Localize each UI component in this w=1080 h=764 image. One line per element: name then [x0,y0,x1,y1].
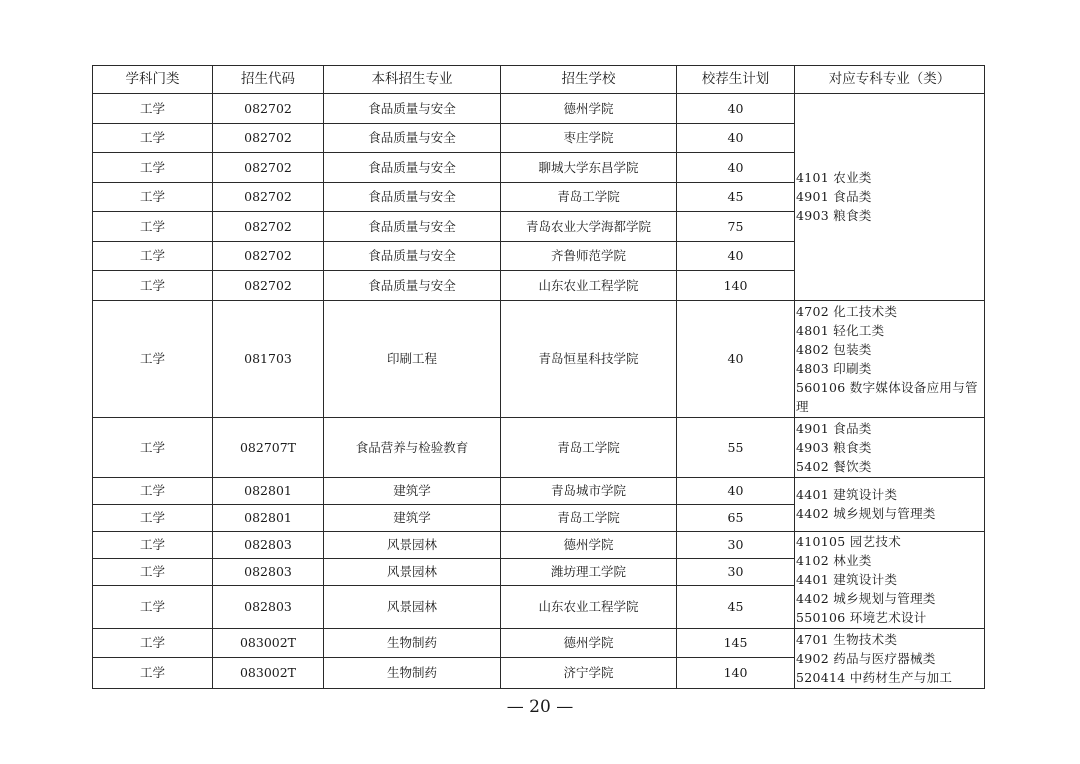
cell-category: 工学 [93,558,213,585]
cell-major: 食品质量与安全 [324,241,501,271]
vocational-major-line: 4903 粮食类 [796,208,872,224]
cell-school: 青岛城市学院 [501,477,677,504]
cell-school: 青岛工学院 [501,182,677,212]
cell-plan: 30 [677,558,795,585]
cell-major: 建筑学 [324,477,501,504]
vocational-major-line: 4402 城乡规划与管理类 [796,591,936,606]
vocational-major-line: 560106 数字媒体设备应用与管理 [796,379,978,414]
cell-school: 德州学院 [501,531,677,558]
cell-plan: 55 [677,417,795,477]
cell-school: 枣庄学院 [501,123,677,153]
cell-major: 印刷工程 [324,300,501,417]
vocational-major-line: 4901 食品类 [796,420,872,436]
cell-category: 工学 [93,477,213,504]
table-row [93,477,985,504]
header-category: 学科门类 [93,66,213,94]
vocational-major-line: 4401 建筑设计类 [796,487,898,502]
cell-category: 工学 [93,417,213,477]
cell-category: 工学 [93,153,213,183]
cell-school: 德州学院 [501,94,677,124]
vocational-major-line: 4801 轻化工类 [796,322,885,338]
cell-plan: 40 [677,94,795,124]
cell-major: 生物制药 [324,657,501,688]
cell-category: 工学 [93,123,213,153]
cell-plan: 145 [677,628,795,657]
cell-code: 082702 [213,182,324,212]
cell-code: 082702 [213,153,324,183]
cell-school: 德州学院 [501,628,677,657]
cell-plan: 45 [677,182,795,212]
vocational-major-line: 4702 化工技术类 [796,303,898,319]
cell-code: 082702 [213,123,324,153]
cell-plan: 65 [677,504,795,531]
cell-major: 食品质量与安全 [324,153,501,183]
vocational-major-line: 4803 印刷类 [796,360,872,376]
cell-major: 食品质量与安全 [324,271,501,301]
cell-code: 082707T [213,417,324,477]
cell-school: 青岛农业大学海都学院 [501,212,677,242]
vocational-major-line: 4901 食品类 [796,189,872,205]
table-header-row [93,66,985,94]
vocational-major-line: 410105 园艺技术 [796,534,901,549]
cell-school: 青岛工学院 [501,504,677,531]
cell-major: 食品质量与安全 [324,94,501,124]
cell-category: 工学 [93,628,213,657]
vocational-major-line: 520414 中药材生产与加工 [796,669,953,685]
cell-major: 风景园林 [324,531,501,558]
cell-code: 083002T [213,628,324,657]
cell-major: 食品质量与安全 [324,212,501,242]
cell-major: 风景园林 [324,558,501,585]
cell-code: 082702 [213,212,324,242]
cell-code: 082803 [213,558,324,585]
cell-category: 工学 [93,585,213,628]
cell-code: 082803 [213,585,324,628]
cell-plan: 30 [677,531,795,558]
cell-school: 潍坊理工学院 [501,558,677,585]
cell-plan: 140 [677,271,795,301]
cell-code: 083002T [213,657,324,688]
header-code: 招生代码 [213,66,324,94]
cell-school: 济宁学院 [501,657,677,688]
cell-vocational-majors [795,417,985,477]
table-row [93,531,985,558]
cell-vocational-majors [795,477,985,531]
cell-vocational-majors [795,628,985,688]
cell-plan: 40 [677,153,795,183]
cell-category: 工学 [93,94,213,124]
cell-plan: 140 [677,657,795,688]
cell-major: 食品质量与安全 [324,182,501,212]
enrollment-table [92,65,985,689]
header-major: 本科招生专业 [324,66,501,94]
cell-vocational-majors [795,300,985,417]
cell-code: 082702 [213,241,324,271]
cell-category: 工学 [93,504,213,531]
cell-major: 建筑学 [324,504,501,531]
vocational-major-line: 4401 建筑设计类 [796,572,898,587]
cell-plan: 40 [677,123,795,153]
cell-major: 风景园林 [324,585,501,628]
cell-vocational-majors [795,94,985,301]
cell-school: 山东农业工程学院 [501,585,677,628]
cell-code: 081703 [213,300,324,417]
cell-code: 082801 [213,477,324,504]
vocational-major-line: 4402 城乡规划与管理类 [796,506,936,521]
cell-school: 齐鲁师范学院 [501,241,677,271]
vocational-major-line: 4701 生物技术类 [796,631,898,647]
cell-plan: 40 [677,241,795,271]
table-row [93,628,985,657]
cell-school: 青岛恒星科技学院 [501,300,677,417]
cell-major: 食品质量与安全 [324,123,501,153]
cell-category: 工学 [93,657,213,688]
cell-plan: 75 [677,212,795,242]
cell-major: 食品营养与检验教育 [324,417,501,477]
vocational-major-line: 4101 农业类 [796,170,872,186]
cell-category: 工学 [93,531,213,558]
cell-code: 082702 [213,94,324,124]
cell-plan: 40 [677,477,795,504]
table-row [93,300,985,417]
header-school: 招生学校 [501,66,677,94]
cell-plan: 45 [677,585,795,628]
cell-category: 工学 [93,271,213,301]
cell-major: 生物制药 [324,628,501,657]
cell-school: 聊城大学东昌学院 [501,153,677,183]
cell-code: 082801 [213,504,324,531]
vocational-major-line: 4102 林业类 [796,553,872,568]
cell-code: 082803 [213,531,324,558]
table-row [93,94,985,124]
cell-vocational-majors [795,531,985,628]
header-plan: 校荐生计划 [677,66,795,94]
cell-category: 工学 [93,241,213,271]
vocational-major-line: 550106 环境艺术设计 [796,610,927,625]
cell-plan: 40 [677,300,795,417]
vocational-major-line: 4902 药品与医疗器械类 [796,650,936,666]
cell-code: 082702 [213,271,324,301]
table-row [93,417,985,477]
header-vocational-major: 对应专科专业（类） [795,66,985,94]
vocational-major-line: 5402 餐饮类 [796,458,872,474]
cell-school: 青岛工学院 [501,417,677,477]
cell-category: 工学 [93,212,213,242]
cell-category: 工学 [93,182,213,212]
page-number: — 20 — [506,697,574,717]
cell-category: 工学 [93,300,213,417]
vocational-major-line: 4903 粮食类 [796,439,872,455]
cell-school: 山东农业工程学院 [501,271,677,301]
vocational-major-line: 4802 包装类 [796,341,872,357]
